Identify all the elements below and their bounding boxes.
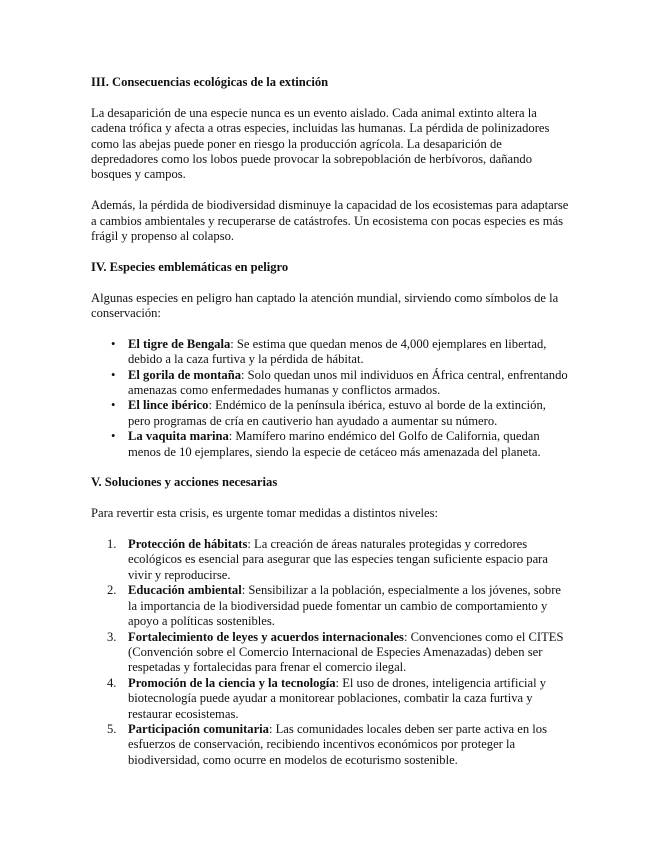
list-item (91, 676, 571, 722)
list-item-text: : Solo quedan unos mil individuos en África central, enfrentando amenazas como enfermedades humanas y conflictos armados. (128, 367, 568, 398)
bullet-marker: • (111, 367, 116, 382)
section-3-paragraph-2: Además, la pérdida de biodiversidad disminuye la capacidad de los ecosistemas para adaptarse a cambios ambientales y recuperarse de catástrofes. Un ecosistema con pocas especies es más frágil y propenso al colapso. (91, 198, 569, 244)
list-item-title: Promoción de la ciencia y la tecnología (128, 675, 336, 690)
section-4-intro: Algunas especies en peligro han captado la atención mundial, sirviendo como símbolos de la conservación: (91, 290, 559, 321)
list-item-text: : Sensibilizar a la población, especialmente a los jóvenes, sobre la importancia de la biodiversidad puede fomentar un cambio de comportamiento y apoyo a políticas sostenibles. (128, 583, 562, 629)
list-number: 4. (107, 675, 117, 690)
list-item-text: : Se estima que quedan menos de 4,000 ejemplares en libertad, debido a la caza furtiva y la pérdida de hábitat. (128, 336, 547, 367)
list-number: 1. (107, 537, 117, 552)
list-item (91, 368, 571, 399)
bullet-marker: • (111, 336, 116, 351)
solutions-list (91, 537, 571, 768)
list-item-text: : La creación de áreas naturales protegidas y corredores ecológicos es esencial para asegurar que las especies tengan suficiente espacio para vivir y reproducirse. (128, 537, 548, 582)
list-item-title: Participación comunitaria (128, 721, 269, 736)
list-number: 5. (107, 721, 117, 736)
list-number: 2. (107, 583, 117, 598)
list-item (91, 583, 571, 629)
section-3-heading: III. Consecuencias ecológicas de la extinción (91, 75, 329, 89)
list-item (91, 398, 571, 429)
list-item-text: : Las comunidades locales deben ser parte activa en los esfuerzos de conservación, recibiendo incentivos económicos por proteger la biodiversidad, como ocurre en modelos de ecoturismo sostenible. (128, 721, 547, 767)
list-item-text: : Convenciones como el CITES (Convención sobre el Comercio Internacional de Especies Amenazadas) deben ser respetadas y fortalecidas para frenar el comercio ilegal. (128, 629, 564, 675)
list-item (91, 722, 571, 768)
list-item-title: La vaquita marina (128, 429, 229, 444)
list-item (91, 429, 571, 460)
list-item-title: El lince ibérico (128, 398, 209, 413)
species-list (91, 337, 571, 460)
list-item (91, 630, 571, 676)
section-3-paragraph-1: La desaparición de una especie nunca es un evento aislado. Cada animal extinto altera la cadena trófica y afecta a otras especies, incluidas las humanas. La pérdida de polinizadores como las abejas puede poner en riesgo la producción agrícola. La desaparición de depredadores como los lobos puede provocar la sobrepoblación de herbívoros, dañando bosques y campos. (91, 105, 550, 182)
section-5-intro: Para revertir esta crisis, es urgente tomar medidas a distintos niveles: (91, 506, 439, 521)
list-item-text: : El uso de drones, inteligencia artificial y biotecnología puede ayudar a monitorear poblaciones, combatir la caza furtiva y restaurar ecosistemas. (128, 675, 547, 721)
bullet-marker: • (111, 398, 116, 413)
list-number: 3. (107, 629, 117, 644)
list-item-text: : Endémico de la península ibérica, estuvo al borde de la extinción, pero programas de cría en cautiverio han ayudado a aumentar su número. (128, 398, 546, 428)
list-item-text: : Mamífero marino endémico del Golfo de California, quedan menos de 10 ejemplares, siendo la especie de cetáceo más amenazada del planeta. (128, 429, 541, 459)
bullet-marker: • (111, 429, 116, 444)
list-item (91, 337, 571, 368)
list-item-title: El tigre de Bengala (128, 336, 231, 351)
list-item-title: Protección de hábitats (128, 537, 248, 552)
section-5-heading: V. Soluciones y acciones necesarias (91, 475, 278, 490)
list-item (91, 537, 571, 583)
section-4-heading: IV. Especies emblemáticas en peligro (91, 259, 289, 274)
list-item-title: Fortalecimiento de leyes y acuerdos internacionales (128, 629, 404, 644)
list-item-title: Educación ambiental (128, 583, 242, 598)
document-page (91, 75, 571, 768)
list-item-title: El gorila de montaña (128, 367, 241, 382)
